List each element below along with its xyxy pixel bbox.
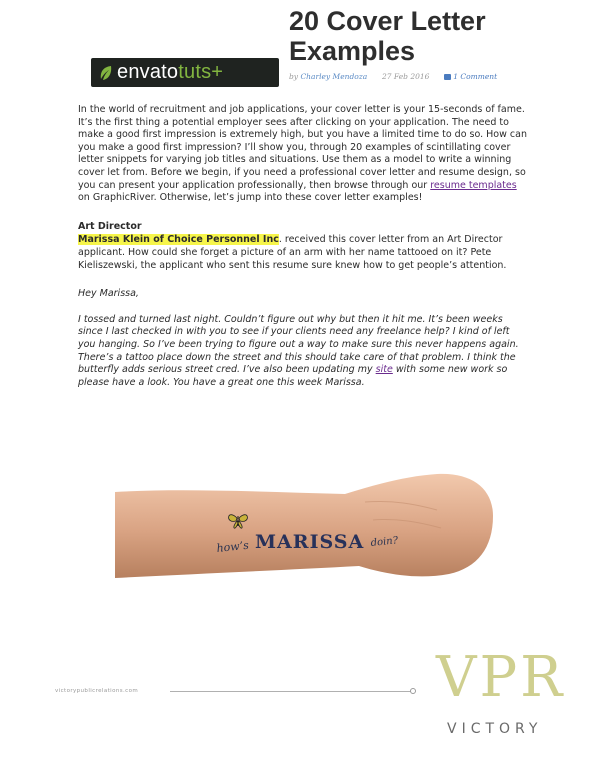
brand-mark: VPR xyxy=(436,645,566,710)
author-link[interactable]: Charley Mendoza xyxy=(300,72,368,81)
section-description: Marissa Klein of Choice Personnel Inc. received this cover letter from an Art Director applicant. How could she forget a picture of an arm with her name tattooed on it? Pete Kieliszewski, the applicant who sent this resume sure knew how to get people’s attention. xyxy=(78,234,507,271)
resume-templates-link[interactable]: resume templates xyxy=(430,179,517,191)
footer-divider xyxy=(170,691,412,692)
tattoo-suffix: doin? xyxy=(370,535,399,549)
envato-tuts-logo[interactable] xyxy=(91,58,279,87)
article-body xyxy=(78,104,528,389)
brand-name: VICTORY xyxy=(447,721,543,737)
letter-body: I tossed and turned last night. Couldn’t figure out why but then it hit me. It’s been weeks since I last checked in with you to see if your clients need any freelance help? I kind of left you hanging. So I’ve been trying to figure out a way to make sure this never happens again. There’s a tattoo place down the street and this should take care of that problem. I think the butterfly adds serious street cred. I’ve also been updating my site with some new work so please have a look. You have a great one this week Marissa. xyxy=(78,313,519,388)
leaf-icon xyxy=(99,65,113,81)
letter-greeting: Hey Marissa, xyxy=(78,288,139,300)
footer-divider-dot xyxy=(410,688,416,694)
intro-paragraph: In the world of recruitment and job applications, your cover letter is your 15-seconds of fame. It’s the first thing a potential employer sees after clicking on your application. The need to make a good first impression is extremely high, but you have a limited time to do so. How can you make a good first impression? I’ll show you, through 20 examples of scintillating cover letter snippets for varying job titles and situations. Use them as a model to write a winning cover let from. Before we begin, if you need a professional cover letter and resume design, so you can present your application professionally, then browse through our resume templates on GraphicRiver. Otherwise, let’s jump into these cover letter examples! xyxy=(78,104,527,204)
highlight-company: Choice Personnel Inc xyxy=(167,234,279,246)
arm-shape xyxy=(115,474,493,578)
post-date: 27 Feb 2016 xyxy=(382,72,430,81)
tattoo-name: MARISSA xyxy=(255,531,365,553)
tattoo-prefix: how’s xyxy=(215,538,250,555)
footer-url[interactable]: victorypublicrelations.com xyxy=(55,688,139,694)
tattooed-arm-image xyxy=(115,470,495,600)
section-heading: Art Director xyxy=(78,220,142,232)
site-link[interactable]: site xyxy=(375,364,393,376)
comment-bubble-icon xyxy=(444,74,451,80)
byline: by Charley Mendoza 27 Feb 2016 1 Comment xyxy=(289,72,498,81)
comments-link[interactable]: 1 Comment xyxy=(453,72,498,81)
logo-text: envatotuts+ xyxy=(117,61,224,83)
highlight-name: Marissa Klein xyxy=(78,234,150,246)
article-title: 20 Cover Letter Examples xyxy=(289,6,486,66)
